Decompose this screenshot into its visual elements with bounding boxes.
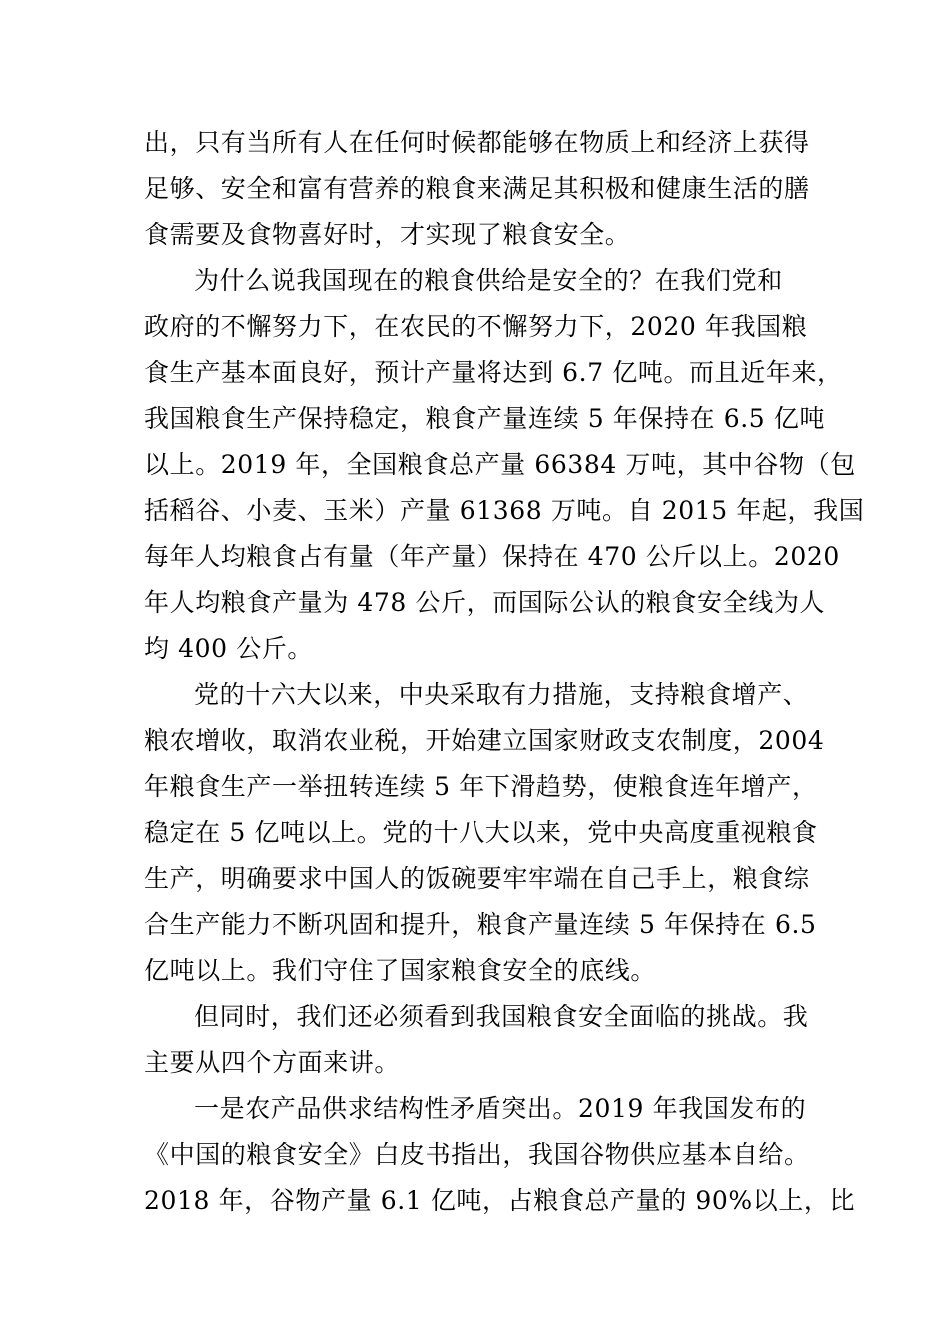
text-line: 年粮食生产一举扭转连续 5 年下滑趋势，使粮食连年增产， (144, 772, 818, 801)
paragraph-start-line: 党的十六大以来，中央采取有力措施，支持粮食增产、 (194, 680, 809, 709)
text-line: 粮农增收，取消农业税，开始建立国家财政支农制度，2004 (144, 726, 825, 755)
text-line: 合生产能力不断巩固和提升，粮食产量连续 5 年保持在 6.5 (144, 910, 817, 939)
text-line: 稳定在 5 亿吨以上。党的十八大以来，党中央高度重视粮食 (144, 818, 818, 847)
text-line: 《中国的粮食安全》白皮书指出，我国谷物供应基本自给。 (144, 1140, 810, 1169)
text-line: 食生产基本面良好，预计产量将达到 6.7 亿吨。而且近年来， (144, 358, 843, 387)
text-line: 我国粮食生产保持稳定，粮食产量连续 5 年保持在 6.5 亿吨 (144, 404, 826, 433)
text-line: 政府的不懈努力下，在农民的不懈努力下，2020 年我国粮 (144, 312, 808, 341)
text-line: 足够、安全和富有营养的粮食来满足其积极和健康生活的膳 (144, 174, 810, 203)
text-line: 每年人均粮食占有量（年产量）保持在 470 公斤以上。2020 (144, 542, 840, 571)
text-line: 亿吨以上。我们守住了国家粮食安全的底线。 (144, 956, 657, 985)
text-line: 年人均粮食产量为 478 公斤，而国际公认的粮食安全线为人 (144, 588, 826, 617)
text-line: 出，只有当所有人在任何时候都能够在物质上和经济上获得 (144, 128, 810, 157)
paragraph-start-line: 一是农产品供求结构性矛盾突出。2019 年我国发布的 (194, 1094, 807, 1123)
text-line: 主要从四个方面来讲。 (144, 1048, 401, 1077)
text-line: 以上。2019 年，全国粮食总产量 66384 万吨，其中谷物（包 (144, 450, 856, 479)
document-body (144, 120, 865, 1224)
text-line: 均 400 公斤。 (144, 634, 314, 663)
paragraph-start-line: 为什么说我国现在的粮食供给是安全的？在我们党和 (194, 266, 783, 295)
text-line: 2018 年，谷物产量 6.1 亿吨，占粮食总产量的 90%以上，比 (144, 1186, 856, 1215)
text-line: 食需要及食物喜好时，才实现了粮食安全。 (144, 220, 631, 249)
paragraph-start-line: 但同时，我们还必须看到我国粮食安全面临的挑战。我 (194, 1002, 809, 1031)
text-line: 生产，明确要求中国人的饭碗要牢牢端在自己手上，粮食综 (144, 864, 810, 893)
text-line: 括稻谷、小麦、玉米）产量 61368 万吨。自 2015 年起，我国 (144, 496, 865, 525)
